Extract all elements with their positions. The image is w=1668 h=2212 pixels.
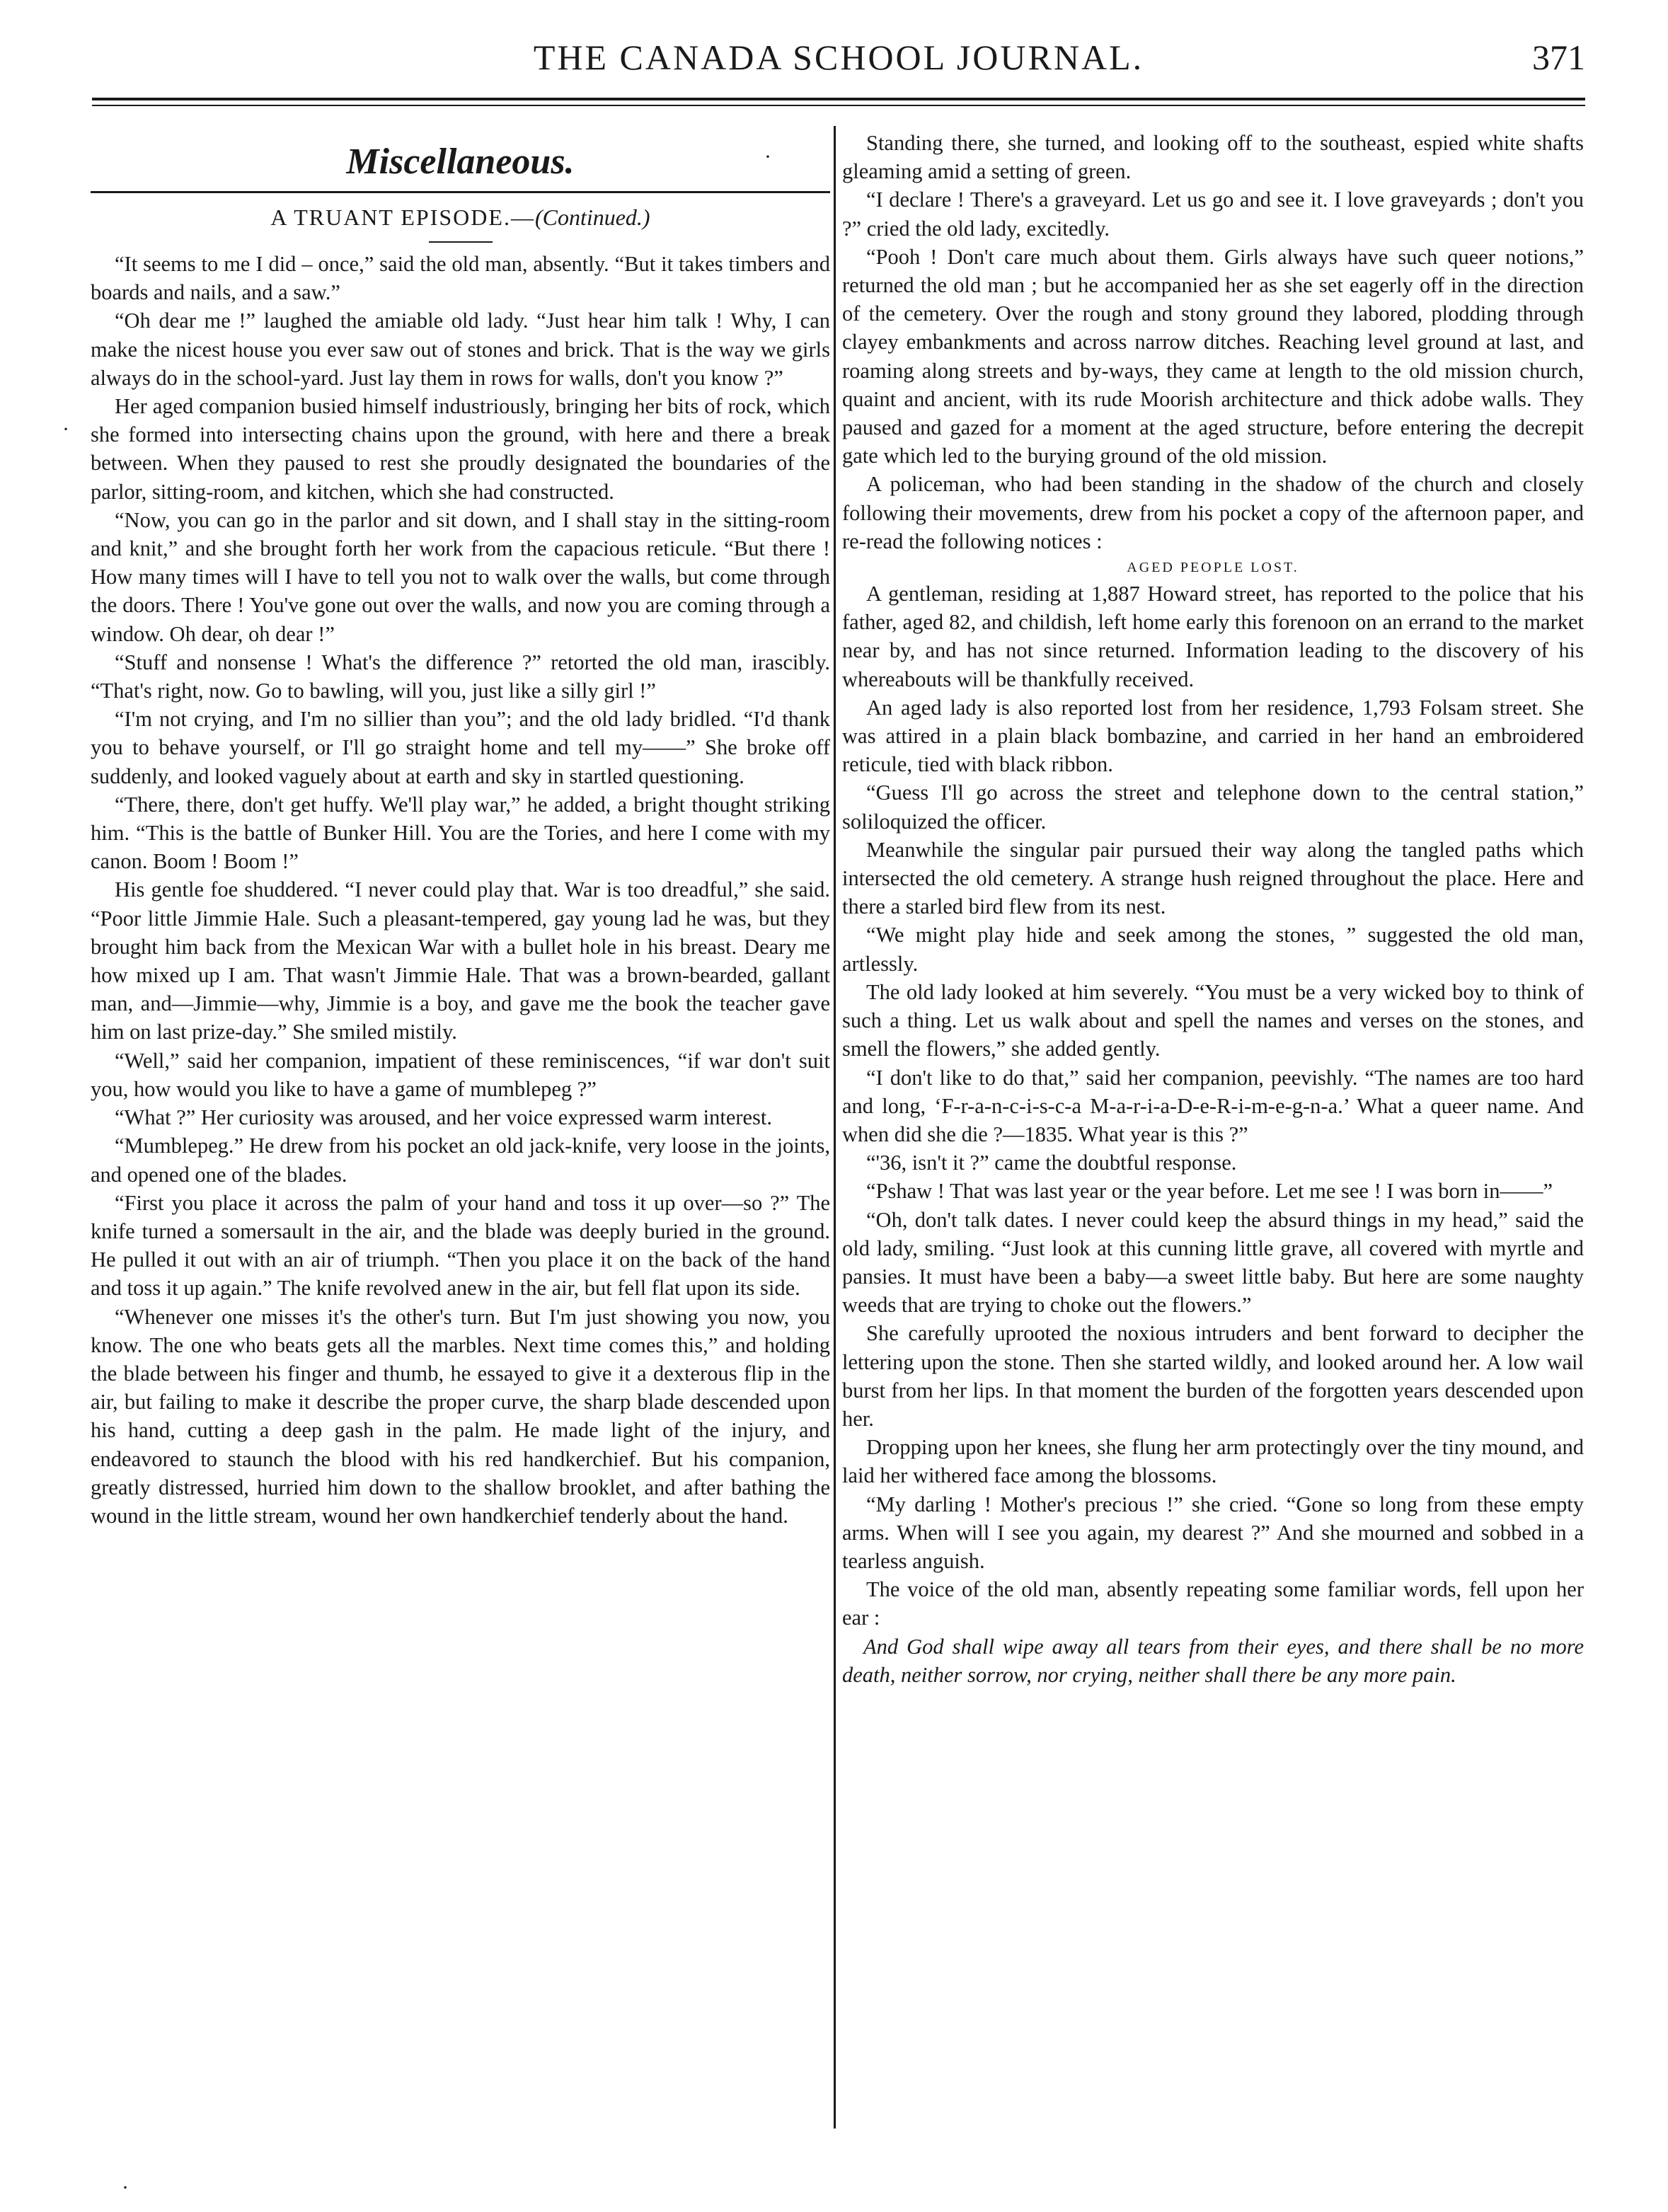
paragraph: “We might play hide and seek among the stones, ” suggested the old man, artlessly.: [842, 923, 1584, 976]
header-rule-thin: [92, 105, 1585, 106]
print-speck: ·: [62, 417, 69, 441]
article-rule: [429, 241, 493, 243]
paragraph: A gentleman, residing at 1,887 Howard street, has reported to the police that his father, aged 82, and childish, left home early this forenoon on an errand to the market near by, and has not since returned. Information leading to the discovery of his whereabouts will be thankfully received.: [842, 582, 1584, 691]
paragraph: “Oh dear me !” laughed the amiable old lady. “Just hear him talk ! Why, I can make the nicest house you ever saw out of stones and brick. That is the way we girls always do in the school-yard. Just lay them in rows for walls, don't you know ?”: [91, 309, 830, 390]
article-title-text: A TRUANT EPISODE.—: [270, 205, 535, 230]
paragraph: Meanwhile the singular pair pursued their way along the tangled paths which intersected the old cemetery. A strange hush reigned throughout the place. Here and there a starled bird flew from its nest.: [842, 837, 1584, 919]
paragraph: “It seems to me I did – once,” said the old man, absently. “But it takes timbers and boards and nails, and a saw.”: [91, 252, 830, 305]
paragraph: “Well,” said her companion, impatient of these reminiscences, “if war don't suit you, how would you like to have a game of mumblepeg ?”: [91, 1048, 830, 1101]
paragraph: “Guess I'll go across the street and telephone down to the central station,” soliloquized the officer.: [842, 780, 1584, 834]
paragraph: Dropping upon her knees, she flung her arm protectingly over the tiny mound, and laid her withered face among the blossoms.: [842, 1435, 1584, 1488]
article-title: [91, 203, 830, 231]
paragraph: “I declare ! There's a graveyard. Let us go and see it. I love graveyards ; don't you ?” cried the old lady, excitedly.: [842, 188, 1584, 241]
paragraph: “Pshaw ! That was last year or the year before. Let me see ! I was born in——”: [866, 1179, 1553, 1204]
paragraph: “'36, isn't it ?” came the doubtful response.: [866, 1151, 1237, 1175]
paragraph: “Pooh ! Don't care much about them. Girls always have such queer notions,” returned the old man ; but he accompanied her as she set eagerly off in the direction of the cemetery. Over the rough and stony ground they labored, plodding through clayey embankments and across narrow ditches. Reaching level ground at last, and roaming along streets and by-ways, they came at length to the old mission church, quaint and ancient, with its rude Moorish architecture and thick adobe walls. They paused and gazed for a moment at the aged structure, before entering the decrepit gate which led to the burying ground of the old mission.: [842, 244, 1584, 468]
column-divider: [834, 126, 836, 2129]
paragraph: A policeman, who had been standing in the shadow of the church and closely following their movements, drew from his pocket a copy of the afternoon paper, and re-read the following notices :: [842, 472, 1584, 553]
paragraph: The old lady looked at him severely. “You must be a very wicked boy to think of such a thing. Let us walk about and spell the names and verses on the stones, and smell the flowers,” she added gently.: [842, 979, 1584, 1061]
paragraph: “There, there, don't get huffy. We'll play war,” he added, a bright thought striking him. “This is the battle of Bunker Hill. You are the Tories, and here I come with my canon. Boom ! Boom !”: [91, 792, 830, 874]
paragraph: An aged lady is also reported lost from her residence, 1,793 Folsam street. She was attired in a plain black bombazine, and carried in her hand an embroidered reticule, tied with black ribbon.: [842, 695, 1584, 777]
left-column: [91, 129, 830, 1530]
paragraph: She carefully uprooted the noxious intruders and bent forward to decipher the lettering upon the stone. Then she started wildly, and looked around her. A low wail burst from her lips. In that moment the burden of the forgotten years descended upon her.: [842, 1321, 1584, 1431]
print-speck: ·: [122, 2176, 129, 2199]
paragraph: Standing there, she turned, and looking off to the southeast, espied white shafts gleaming amid a setting of green.: [842, 131, 1584, 184]
paragraph: The voice of the old man, absently repeating some familiar words, fell upon her ear :: [842, 1577, 1584, 1630]
section-rule: [91, 191, 830, 193]
page-header: [92, 37, 1585, 93]
section-title: Miscellaneous.: [346, 142, 575, 182]
paragraph: “My darling ! Mother's precious !” she cried. “Gone so long from these empty arms. When will I see you again, my dearest ?” And she mourned and sobbed in a tearless anguish.: [842, 1492, 1584, 1573]
notice-heading: AGED PEOPLE LOST.: [1127, 560, 1299, 576]
paragraph: His gentle foe shuddered. “I never could play that. War is too dreadful,” she said. “Poor little Jimmie Hale. Such a pleasant-tempered, gay young lad he was, but they brought him back from the Mexican War with a bullet hole in his breast. Deary me how mixed up I am. That wasn't Jimmie Hale. That was a brown-bearded, gallant man, and—Jimmie—why, Jimmie is a boy, and gave me the book the teacher gave him on last prize-day.” She smiled mistily.: [91, 877, 830, 1044]
paragraph: “Now, you can go in the parlor and sit down, and I shall stay in the sitting-room and knit,” and she brought forth her work from the capacious reticule. “But there ! How many times will I have to tell you not to walk over the walls, but come through the doors. There ! You've gone out over the walls, and now you are coming through a window. Oh dear, oh dear !”: [91, 507, 830, 646]
right-column: [842, 129, 1584, 1689]
paragraph: “Stuff and nonsense ! What's the difference ?” retorted the old man, irascibly. “That's right, now. Go to bawling, will you, just like a silly girl !”: [91, 650, 830, 703]
header-rule-thick: [92, 98, 1585, 100]
paragraph: “I'm not crying, and I'm no sillier than you”; and the old lady bridled. “I'd thank you to behave yourself, or I'll go straight home and tell my——” She broke off suddenly, and looked vaguely about at earth and sky in startled questioning.: [91, 707, 830, 788]
journal-title: THE CANADA SCHOOL JOURNAL.: [533, 38, 1144, 77]
paragraph: “Oh, don't talk dates. I never could keep the absurd things in my head,” said the old lady, smiling. “Just look at this cunning little grave, all covered with myrtle and pansies. It must have been a baby—a sweet little baby. But here are some naughty weeds that are trying to choke out the flowers.”: [842, 1207, 1584, 1318]
paragraph: “What ?” Her curiosity was aroused, and her voice expressed warm interest.: [115, 1105, 773, 1130]
paragraph: Her aged companion busied himself industriously, bringing her bits of rock, which she formed into intersecting chains upon the ground, with here and there a break between. When they paused to rest she proudly designated the boundaries of the parlor, sitting-room, and kitchen, which she had constructed.: [91, 394, 830, 504]
paragraph: “Whenever one misses it's the other's turn. But I'm just showing you now, you know. The one who beats gets all the marbles. Next time comes this,” and holding the blade between his finger and thumb, he essayed to give it a dexterous flip in the air, but failing to make it describe the proper curve, the sharp blade descended upon his hand, cutting a deep gash in the palm. He made light of the injury, and endeavored to staunch the blood with his red handkerchief. But his companion, greatly distressed, hurried him down to the shallow brooklet, and after bathing the wound in the little stream, wound her own handkerchief tenderly about the hand.: [91, 1304, 830, 1528]
paragraph: “Mumblepeg.” He drew from his pocket an old jack-knife, very loose in the joints, and opened one of the blades.: [91, 1134, 830, 1187]
page-number: 371: [1532, 38, 1585, 77]
print-speck: ·: [764, 145, 771, 168]
paragraph: “First you place it across the palm of your hand and toss it up over—so ?” The knife turned a somersault in the air, and the blade was deeply buried in the ground. He pulled it out with an air of triumph. “Then you place it on the back of the hand and toss it up again.” The knife revolved anew in the air, but fell flat upon its side.: [91, 1190, 830, 1301]
paragraph: “I don't like to do that,” said her companion, peevishly. “The names are too hard and long, ‘F-r-a-n-c-i-s-c-a M-a-r-i-a-D-e-R-i-m-e-g-n-a.’ What a queer name. And when did she die ?—1835. What year is this ?”: [842, 1065, 1584, 1146]
closing-quote: And God shall wipe away all tears from their eyes, and there shall be no more death, neither sorrow, nor crying, neither shall there be any more pain.: [842, 1634, 1584, 1687]
article-continued: (Continued.): [534, 205, 650, 230]
